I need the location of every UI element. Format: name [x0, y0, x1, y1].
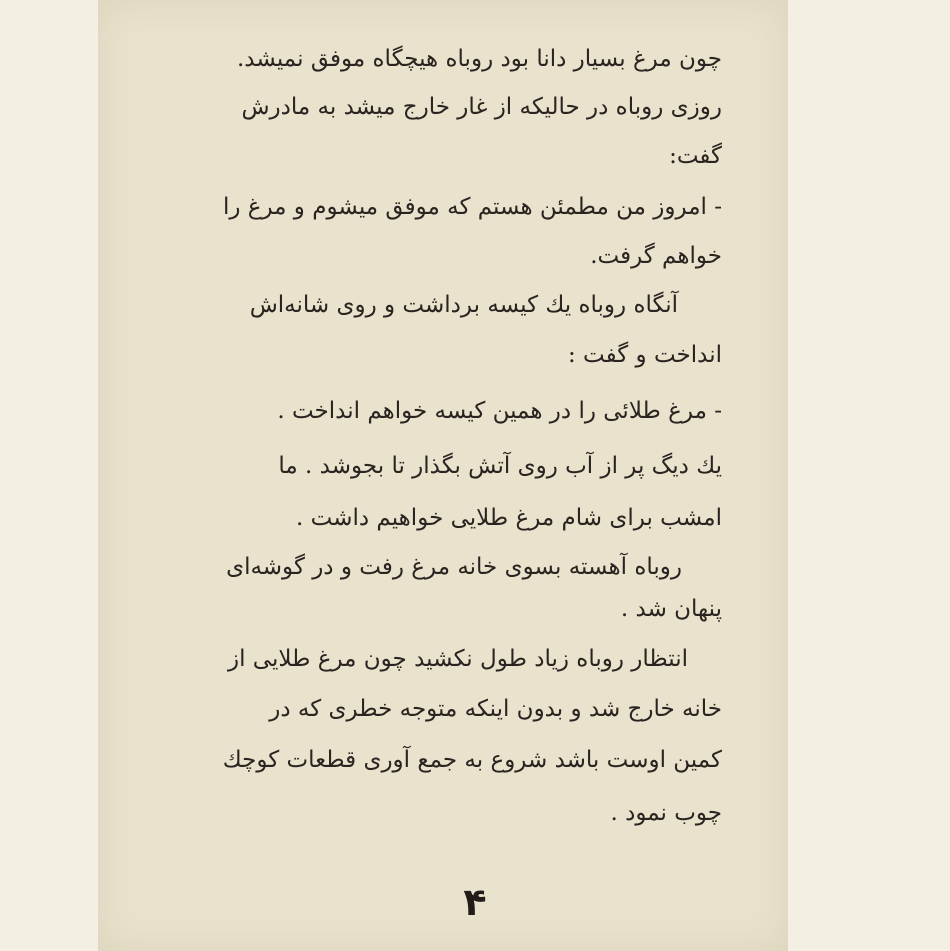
text-line: آنگاه روباه یك کیسه برداشت و روی شانه‌اش: [249, 292, 678, 318]
text-line: پنهان شد .: [620, 596, 722, 622]
text-line: چوب نمود .: [610, 800, 722, 826]
text-line: گفت:: [669, 143, 722, 169]
text-line: کمین اوست باشد شروع به جمع آوری قطعات کوچك: [222, 747, 722, 773]
text-line: چون مرغ بسیار دانا بود روباه هیچگاه موفق نمیشد.: [236, 46, 722, 72]
text-line: - مرغ طلائی را در همین کیسه خواهم انداخت .: [277, 398, 722, 424]
page-number: ۴: [463, 880, 487, 924]
text-line: - امروز من مطمئن هستم که موفق میشوم و مرغ را: [222, 194, 722, 220]
text-line: خانه خارج شد و بدون اینکه متوجه خطری که در: [269, 696, 722, 722]
text-line: خواهم گرفت.: [590, 243, 722, 269]
text-line: انتظار روباه زیاد طول نکشید چون مرغ طلایی از: [228, 646, 688, 672]
text-line: امشب برای شام مرغ طلایی خواهیم داشت .: [296, 505, 722, 531]
text-line: روباه آهسته بسوی خانه مرغ رفت و در گوشه‌ای: [226, 554, 682, 580]
text-line: انداخت و گفت :: [567, 342, 722, 368]
background-left: [0, 0, 98, 951]
text-line: روزی روباه در حالیکه از غار خارج میشد به مادرش: [241, 94, 722, 120]
background-right: [788, 0, 950, 951]
text-line: یك دیگ پر از آب روی آتش بگذار تا بجوشد . ما: [278, 453, 722, 479]
